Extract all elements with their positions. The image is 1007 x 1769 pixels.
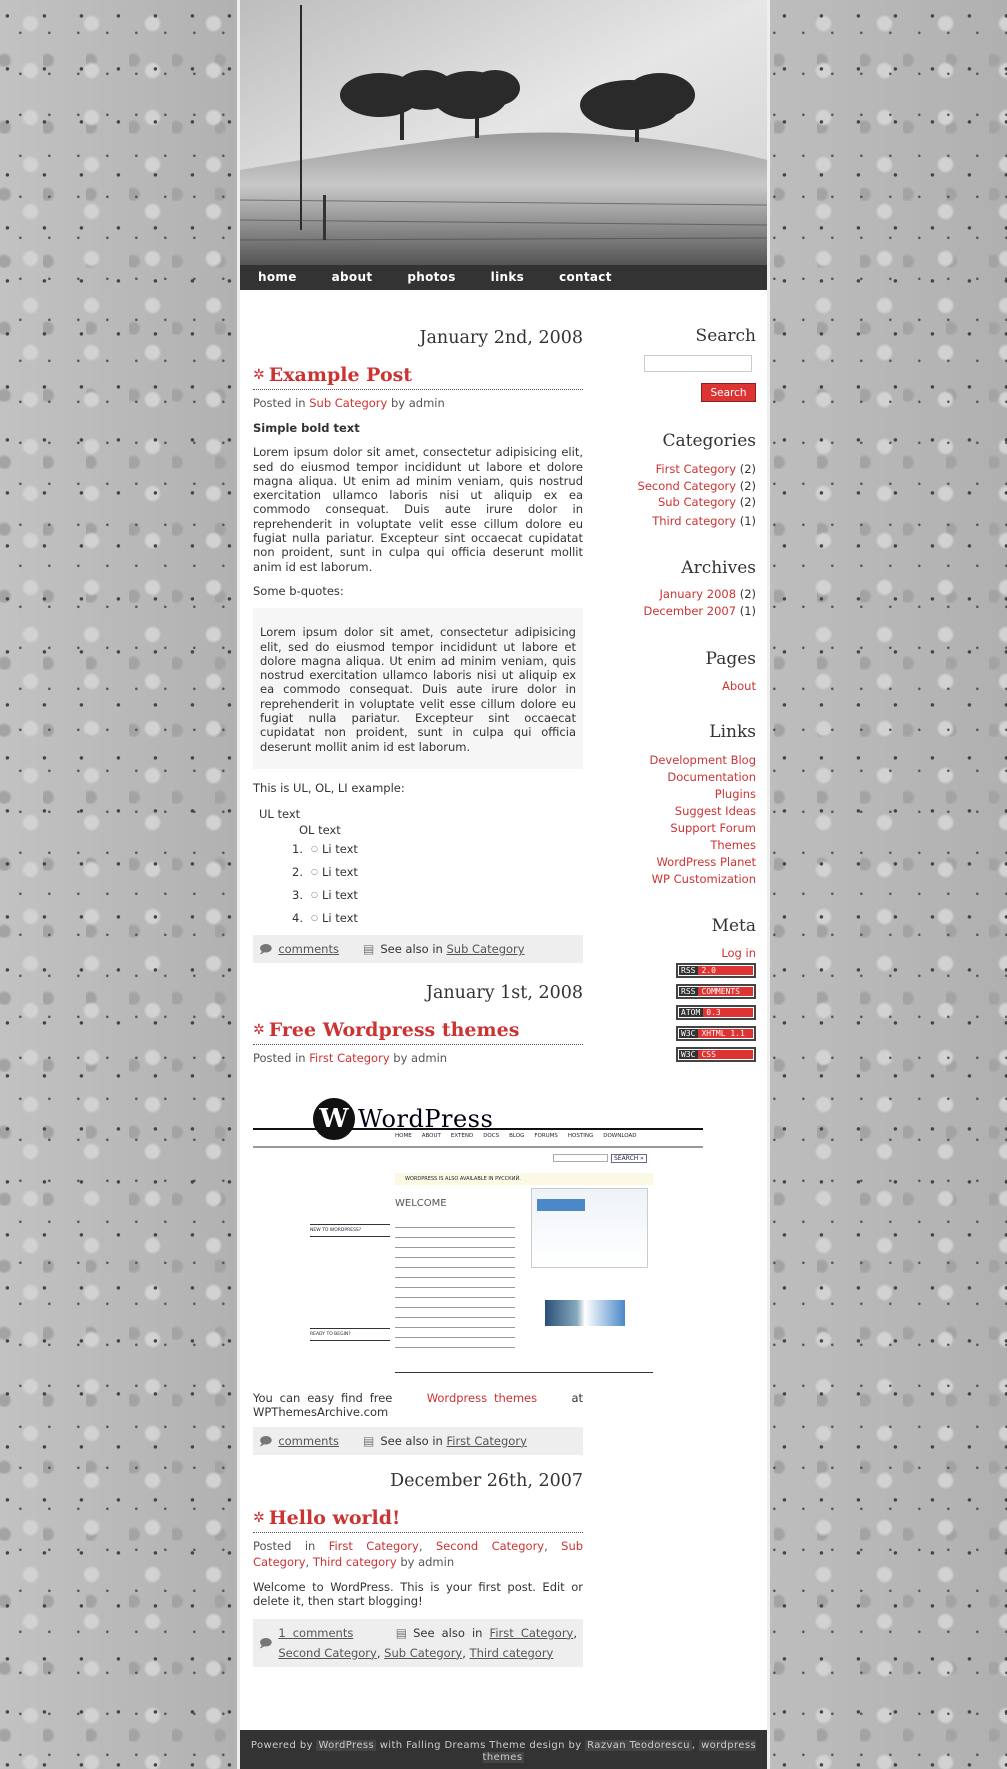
list-item: 3. ○ Li text (292, 887, 358, 902)
list-item: 1. ○ Li text (292, 841, 358, 856)
page-link-about[interactable]: About (721, 679, 756, 693)
archive-item: January 2008 (2) (659, 587, 756, 601)
category-item: Sub Category (2) (657, 495, 756, 509)
see-also-link[interactable]: Sub Category (384, 1645, 463, 1660)
ul-text: UL text (259, 807, 301, 822)
link-item[interactable]: WP Customization (651, 872, 756, 886)
link-item[interactable]: Documentation (667, 770, 756, 784)
post-title (253, 1019, 583, 1045)
list-label: This is UL, OL, LI example: (253, 780, 405, 795)
footer-wordpress-link[interactable]: WordPress (318, 1740, 375, 1751)
post-free-themes-body: You can easy find free Wordpress themes at WPThemesArchive.com 🗩 comments ▤ See also in First Category (253, 1391, 583, 1455)
post-title (253, 364, 583, 390)
post-date: January 2nd, 2008 (419, 328, 583, 348)
list-icon: ▤ (362, 1433, 375, 1448)
sun-icon: ✲ (253, 367, 265, 383)
nav-contact[interactable]: contact (559, 270, 612, 284)
archive-item: December 2007 (1) (643, 604, 756, 618)
wordpress-screenshot-image: W WordPress HOME ABOUT EXTEND DOCS BLOG FORUMS HOSTING DOWNLOAD SEARCH » WORDPRESS IS ALSO AVAILABLE IN РУССКИЙ. WELCOME NEW TO WORDPRESS? READY TO BEGIN? (253, 1088, 703, 1374)
atom-badge[interactable]: ATOM 0.3 (676, 1005, 756, 1020)
category-link[interactable]: Sub Category (253, 1539, 584, 1569)
see-also-link[interactable]: Second Category (278, 1645, 377, 1660)
post-date: December 26th, 2007 (390, 1471, 583, 1491)
main-nav (240, 265, 767, 290)
author-label: by admin (390, 396, 445, 410)
post-meta: Posted in First Category by admin (253, 1051, 448, 1065)
category-link[interactable]: First Category (328, 1539, 419, 1553)
page-footer: Powered by WordPress with Falling Dreams Theme design by Razvan Teodorescu , wordpress themes (240, 1730, 767, 1769)
category-item: Third category (1) (652, 514, 756, 528)
search-input[interactable] (644, 355, 752, 372)
post-example (253, 328, 583, 963)
search-button[interactable]: Search (701, 383, 756, 402)
category-item: Second Category (2) (637, 479, 756, 493)
post-date: January 1st, 2008 (425, 983, 583, 1003)
sun-icon: ✲ (253, 1022, 265, 1038)
post-footer: 🗩 comments ▤ See also in First Category (253, 1427, 583, 1455)
login-link[interactable]: Log in (721, 946, 756, 960)
category-link[interactable]: Third category (312, 1555, 397, 1569)
list-item: 4. ○ Li text (292, 910, 358, 925)
ol-text: OL text (299, 823, 341, 838)
post-title (253, 1507, 583, 1533)
meta-heading: Meta (711, 916, 756, 936)
category-link[interactable]: Second Category (435, 1539, 545, 1553)
categories-heading: Categories (662, 431, 756, 451)
nav-home[interactable]: home (258, 270, 297, 284)
list-icon: ▤ (395, 1625, 408, 1640)
comment-icon: 🗩 (259, 942, 273, 957)
link-item[interactable]: Suggest Ideas (674, 804, 756, 818)
footer-author-link[interactable]: Razvan Teodorescu (587, 1740, 690, 1751)
comments-link[interactable]: comments (278, 1433, 339, 1448)
post-meta (253, 395, 583, 411)
bquote-label: Some b-quotes: (253, 583, 344, 598)
comment-icon: 🗩 (259, 1635, 273, 1650)
sun-icon: ✲ (253, 1510, 265, 1526)
post-title-link[interactable]: Example Post (268, 364, 413, 386)
search-heading: Search (695, 326, 756, 346)
wordpress-logo-icon: W (313, 1098, 355, 1140)
link-item[interactable]: Development Blog (649, 753, 756, 767)
post-meta: Posted in First Category, Second Category, Sub Category, Third category by admin (253, 1539, 584, 1569)
footer-themes-link[interactable]: wordpress themes (482, 1740, 757, 1763)
xhtml-badge[interactable]: W3C XHTML 1.1 (676, 1026, 756, 1041)
nav-photos[interactable]: photos (407, 270, 456, 284)
comments-link[interactable]: 1 comments (278, 1625, 354, 1640)
post-paragraph: Lorem ipsum dolor sit amet, consectetur adipisicing elit, sed do eiusmod tempor incididunt ut labore et dolore magna aliqua. Ut enim ad minim veniam, quis nostrud exercitation ullamco laboris nisi ut aliquip ex ea commodo consequat. Duis aute irure dolor in reprehenderit in voluptate velit esse cillum dolore eu fugiat nulla pariatur. Excepteur sint occaecat cupidatat non proident, sunt in culpa qui officia deserunt mollit anim id est laborum. (253, 445, 583, 574)
links-heading: Links (709, 722, 756, 742)
posted-in-label: Posted in (253, 396, 306, 410)
rss-comments-badge[interactable]: RSS COMMENTS (676, 984, 756, 999)
see-also-label: See also in (380, 942, 443, 957)
link-item[interactable]: WordPress Planet (656, 855, 756, 869)
post-free-themes (253, 983, 583, 1066)
list-icon: ▤ (362, 942, 375, 957)
pages-heading: Pages (705, 649, 756, 669)
header-image (240, 0, 767, 265)
bold-text: Simple bold text (253, 421, 360, 435)
post-title-link[interactable]: Hello world! (268, 1507, 401, 1529)
archives-heading: Archives (681, 558, 756, 578)
comments-link[interactable]: comments (278, 942, 339, 957)
see-also-link[interactable]: Third category (469, 1645, 554, 1660)
nav-about[interactable]: about (331, 270, 373, 284)
post-footer (253, 935, 583, 963)
blockquote: Lorem ipsum dolor sit amet, consectetur adipisicing elit, sed do eiusmod tempor incididunt ut labore et dolore magna aliqua. Ut enim ad minim veniam, quis nostrud exercitation ullamco laboris nisi ut aliquip ex ea commodo consequat. Duis aute irure dolor in reprehenderit in voluptate velit esse cillum dolore eu fugiat nulla pariatur. Excepteur sint occaecat cupidatat non proident, sunt in culpa qui officia deserunt mollit anim id est laborum. (253, 608, 583, 769)
category-item: First Category (2) (655, 462, 756, 476)
page-container (237, 0, 770, 1769)
link-item[interactable]: Support Forum (670, 821, 756, 835)
category-link[interactable]: First Category (309, 1051, 390, 1065)
see-also-link[interactable]: First Category (446, 1433, 527, 1448)
see-also-link[interactable]: First Category (489, 1625, 574, 1640)
comment-icon: 🗩 (259, 1433, 273, 1448)
nav-links[interactable]: links (490, 270, 525, 284)
link-item[interactable]: Plugins (714, 787, 756, 801)
category-link[interactable]: Sub Category (309, 396, 388, 410)
see-also-link[interactable]: Sub Category (446, 942, 525, 957)
link-item[interactable]: Themes (710, 838, 756, 852)
css-badge[interactable]: W3C CSS (676, 1047, 756, 1062)
list-item: 2. ○ Li text (292, 864, 358, 879)
post-hello-world (253, 1471, 583, 1667)
post-footer: 🗩 1 comments ▤ See also in First Category, Second Category, Sub Category, Third category (253, 1619, 583, 1667)
rss-badge[interactable]: RSS 2.0 (676, 963, 756, 978)
post-paragraph: Welcome to WordPress. This is your first post. Edit or delete it, then start blogging! (253, 1580, 583, 1609)
wordpress-themes-link[interactable]: Wordpress themes (426, 1391, 538, 1405)
post-title-link[interactable]: Free Wordpress themes (268, 1019, 520, 1041)
